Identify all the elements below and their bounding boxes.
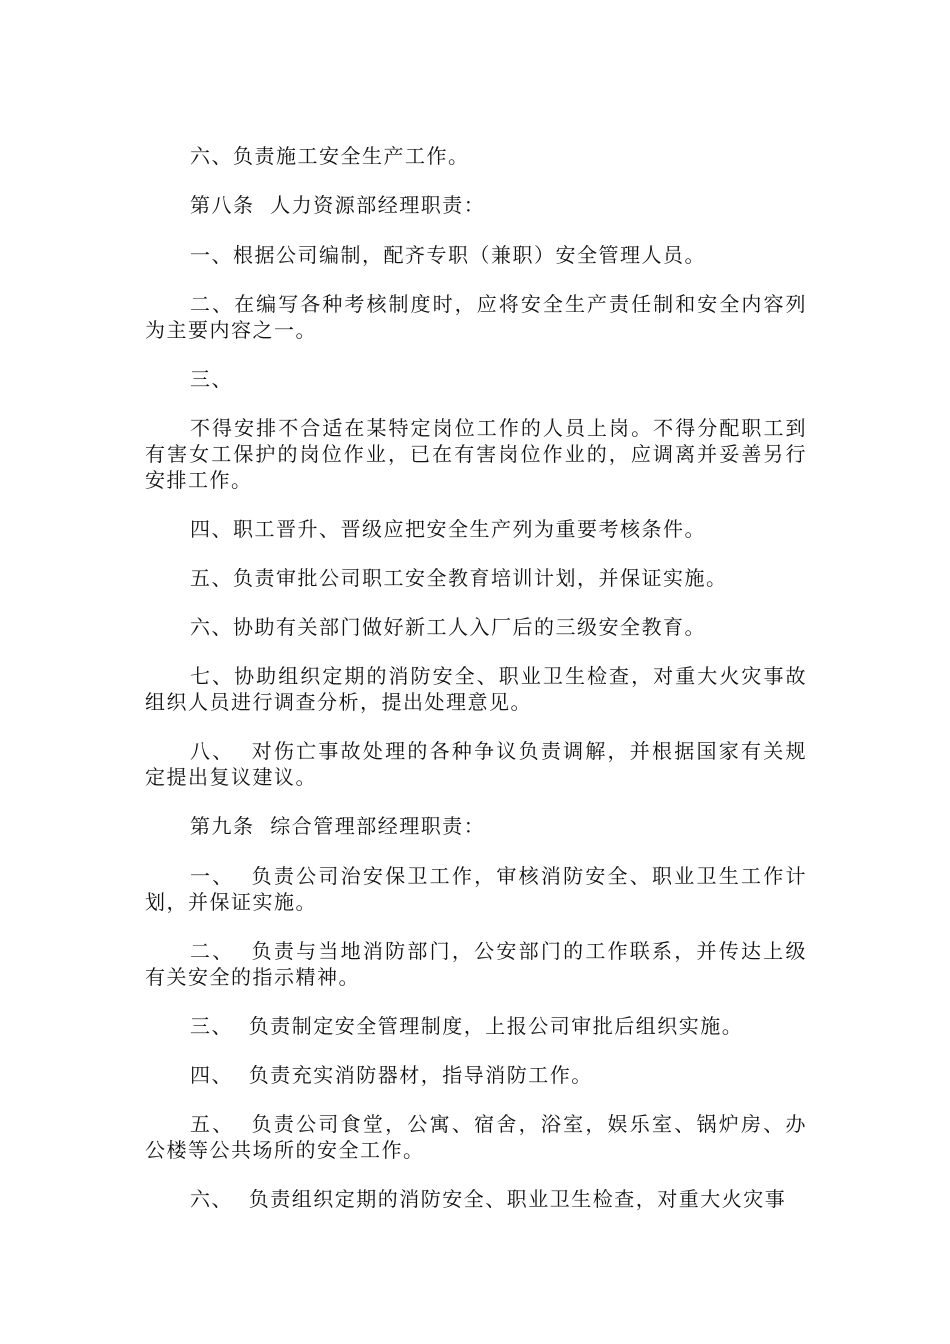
admin-duty-3: 三、 负责制定安全管理制度，上报公司审批后组织实施。 xyxy=(190,1014,744,1038)
admin-duty-6: 六、 负责组织定期的消防安全、职业卫生检查，对重大火灾事 xyxy=(190,1187,787,1211)
hr-duty-7: 七、协助组织定期的消防安全、职业卫生检查，对重大火灾事故组织人员进行调查分析，提出处理意见。 xyxy=(145,664,807,714)
admin-duty-2: 二、 负责与当地消防部门，公安部门的工作联系，并传达上级有关安全的指示精神。 xyxy=(145,939,807,989)
admin-duty-4: 四、 负责充实消防器材，指导消防工作。 xyxy=(190,1063,593,1087)
admin-duty-1: 一、 负责公司治安保卫工作，审核消防安全、职业卫生工作计划，并保证实施。 xyxy=(145,864,807,914)
hr-duty-2: 二、在编写各种考核制度时，应将安全生产责任制和安全内容列为主要内容之一。 xyxy=(145,292,807,342)
hr-duty-5: 五、负责审批公司职工安全教育培训计划，并保证实施。 xyxy=(190,566,728,590)
hr-duty-6: 六、协助有关部门做好新工人入厂后的三级安全教育。 xyxy=(190,615,706,639)
hr-duty-4: 四、职工晋升、晋级应把安全生产列为重要考核条件。 xyxy=(190,517,706,541)
hr-duty-1: 一、根据公司编制，配齐专职（兼职）安全管理人员。 xyxy=(190,243,706,267)
paragraph-section-6-construction-safety: 六、负责施工安全生产工作。 xyxy=(190,144,470,168)
article-9-heading: 第九条 综合管理部经理职责： xyxy=(190,814,486,838)
hr-duty-3-text: 不得安排不合适在某特定岗位工作的人员上岗。不得分配职工到有害女工保护的岗位作业，已在有害岗位作业的，应调离并妥善另行安排工作。 xyxy=(145,416,807,492)
admin-duty-5: 五、 负责公司食堂，公寓、宿舍，浴室，娱乐室、锅炉房、办公楼等公共场所的安全工作。 xyxy=(145,1112,807,1162)
hr-duty-8: 八、 对伤亡事故处理的各种争议负责调解，并根据国家有关规定提出复议建议。 xyxy=(145,739,807,789)
hr-duty-3-label: 三、 xyxy=(190,367,233,391)
article-8-heading: 第八条 人力资源部经理职责： xyxy=(190,193,486,217)
document-body xyxy=(145,143,807,1235)
